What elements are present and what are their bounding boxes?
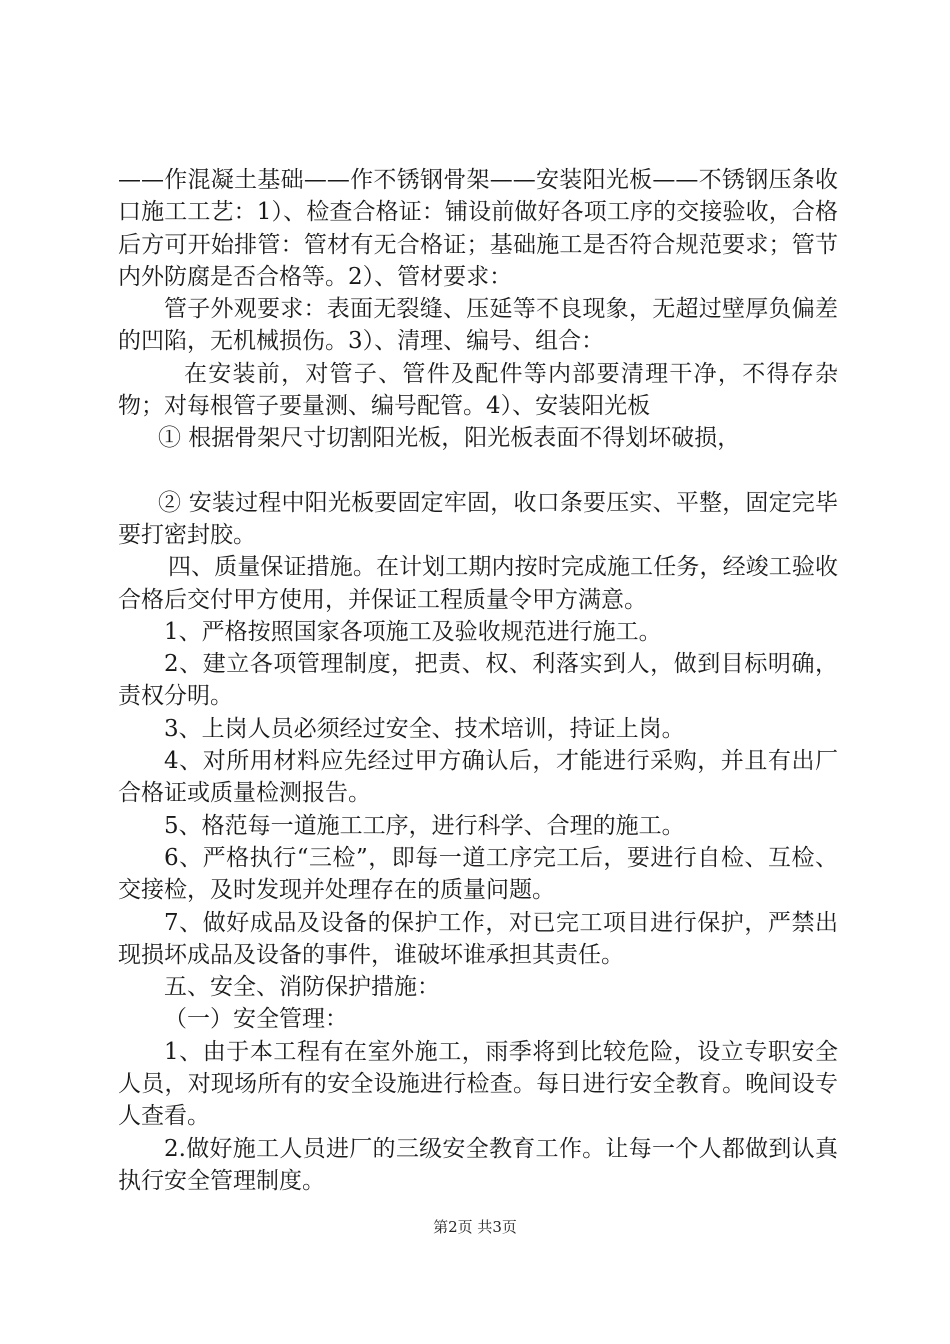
document-body (118, 164, 838, 1197)
paragraph-section-4-heading: 四、质量保证措施。在计划工期内按时完成施工任务，经竣工验收合格后交付甲方使用，并保证工程质量令甲方满意。 (118, 554, 838, 613)
paragraph-quality-item-5: 5、格范每一道施工工序，进行科学、合理的施工。 (164, 812, 685, 839)
paragraph-quality-item-1: 1、严格按照国家各项施工及验收规范进行施工。 (164, 618, 662, 645)
paragraph-quality-item-3: 3、上岗人员必须经过安全、技术培训，持证上岗。 (164, 715, 685, 742)
paragraph-safety-item-2: 2.做好施工人员进厂的三级安全教育工作。让每一个人都做到认真执行安全管理制度。 (118, 1135, 838, 1194)
paragraph-section-5-heading: 五、安全、消防保护措施： (164, 974, 440, 1001)
paragraph-step-1: ① 根据骨架尺寸切割阳光板，阳光板表面不得划坏破损， (158, 425, 741, 452)
paragraph-quality-item-2: 2、建立各项管理制度，把责、权、利落实到人，做到目标明确，责权分明。 (118, 651, 838, 710)
paragraph-pipe-appearance: 管子外观要求：表面无裂缝、压延等不良现象，无超过壁厚负偏差的凹陷，无机械损伤。3）、清理、编号、组合： (118, 296, 838, 355)
paragraph-safety-item-1: 1、由于本工程有在室外施工，雨季将到比较危险，设立专职安全人员，对现场所有的安全设施进行检查。每日进行安全教育。晚间设专人查看。 (118, 1038, 838, 1130)
blank-line (118, 455, 838, 487)
paragraph-quality-item-6: 6、严格执行“三检”，即每一道工序完工后，要进行自检、互检、交接检，及时发现并处理存在的质量问题。 (118, 844, 838, 904)
paragraph-step-2: ② 安装过程中阳光板要固定牢固，收口条要压实、平整，固定完毕要打密封胶。 (118, 489, 838, 548)
paragraph-before-install: 在安装前，对管子、管件及配件等内部要清理干净，不得存杂物；对每根管子要量测、编号配管。4）、安装阳光板 (118, 360, 838, 420)
paragraph-safety-subheading: （一）安全管理： (164, 1006, 348, 1033)
paragraph-quality-item-4: 4、对所用材料应先经过甲方确认后，才能进行采购，并且有出厂合格证或质量检测报告。 (118, 748, 838, 807)
paragraph-construction-process: ——作混凝土基础——作不锈钢骨架——安装阳光板——不锈钢压条收口施工工艺：1）、检查合格证：铺设前做好各项工序的交接验收，合格后方可开始排管：管材有无合格证；基础施工是否符合规范要求；管节内外防腐是否合格等。2）、管材要求： (118, 167, 838, 290)
page-footer: 第2页 共3页 (433, 1218, 517, 1236)
paragraph-quality-item-7: 7、做好成品及设备的保护工作，对已完工项目进行保护，严禁出现损坏成品及设备的事件，谁破坏谁承担其责任。 (118, 909, 838, 968)
